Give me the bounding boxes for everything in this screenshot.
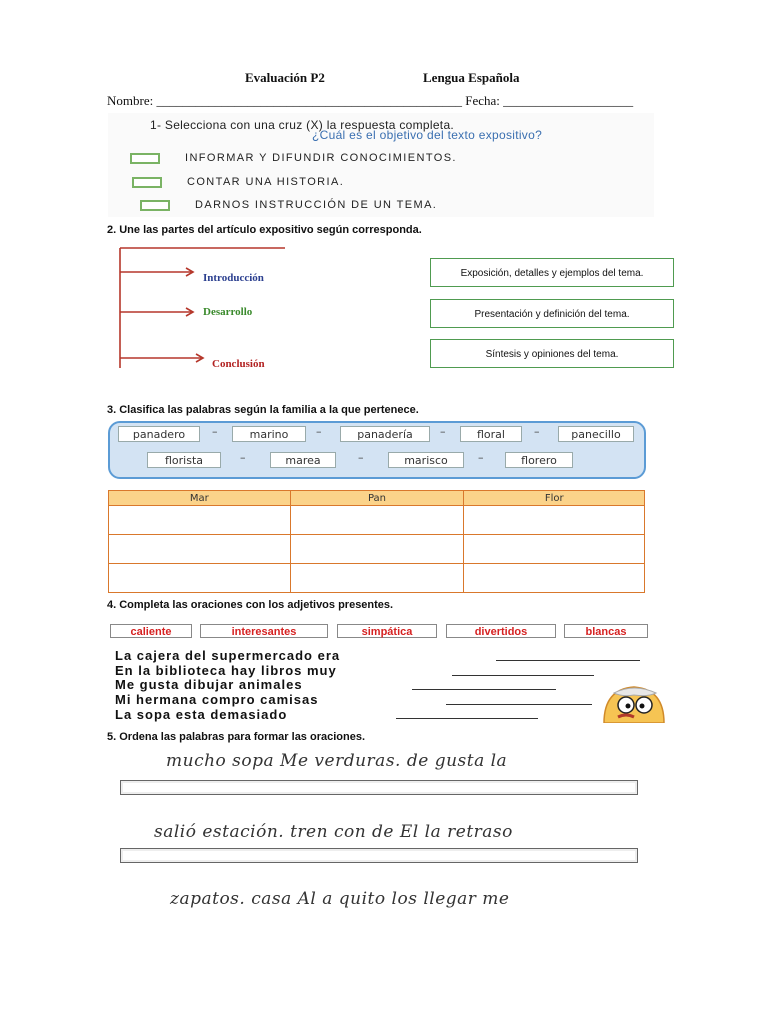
sentence-item: Mi hermana compro camisas [115,692,319,707]
section1-subquestion: ¿Cuál es el objetivo del texto expositivo? [312,128,543,142]
exam-title: Evaluación P2 [245,70,325,85]
scrambled-sentence: salió estación. tren con de El la retraso [154,822,513,842]
cartoon-face-icon [600,683,668,723]
section1-question: 1- Selecciona con una cruz (X) la respuesta completa. [150,118,455,132]
option-row [132,174,344,190]
answer-blank[interactable] [412,689,556,690]
word-chip: marino [232,426,306,442]
adjective-chip: blancas [564,624,648,638]
word-chip: marea [270,452,336,468]
scrambled-sentence: zapatos. casa Al a quito los llegar me [170,889,510,909]
answer-blank[interactable] [446,704,592,705]
answer-cell[interactable] [464,535,645,564]
answer-blank[interactable] [452,675,594,676]
answer-cell[interactable] [290,564,464,593]
answer-field[interactable] [120,780,638,795]
option-checkbox[interactable] [132,177,162,188]
answer-cell[interactable] [109,506,291,535]
word-separator: – [478,451,484,464]
answer-blank[interactable] [496,660,640,661]
answer-field[interactable] [120,848,638,863]
scrambled-sentence: mucho sopa Me verduras. de gusta la [166,751,508,771]
table-row [109,506,645,535]
family-table [108,490,645,593]
adjective-chip: simpática [337,624,437,638]
option-label: DARNOS INSTRUCCIÓN DE UN TEMA. [195,199,438,211]
table-row [109,535,645,564]
word-separator: – [440,425,446,438]
section4-heading: 4. Completa las oraciones con los adjetivos presentes. [107,599,394,611]
word-chip: florero [505,452,573,468]
section3-heading: 3. Clasifica las palabras según la familia a la que pertenece. [107,404,419,416]
word-separator: – [534,425,540,438]
word-separator: – [316,425,322,438]
option-label: CONTAR UNA HISTORIA. [187,176,345,188]
section5-heading: 5. Ordena las palabras para formar las oraciones. [107,731,366,743]
answer-blank[interactable] [396,718,538,719]
word-chip: panadero [118,426,200,442]
answer-cell[interactable] [464,564,645,593]
exam-subject: Lengua Española [423,70,520,85]
option-checkbox[interactable] [130,153,160,164]
word-separator: – [240,451,246,464]
part-conclusion: Conclusión [212,358,265,370]
word-chip: panadería [340,426,430,442]
part-desarrollo: Desarrollo [203,306,253,318]
answer-cell[interactable] [464,506,645,535]
word-separator: – [212,425,218,438]
part-introduccion: Introducción [203,272,264,284]
option-checkbox[interactable] [140,200,170,211]
option-row [140,197,437,213]
answer-cell[interactable] [290,506,464,535]
word-chip: marisco [388,452,464,468]
column-header-mar: Mar [109,491,291,506]
word-separator: – [358,451,364,464]
option-row [130,150,457,166]
description-box[interactable]: Síntesis y opiniones del tema. [430,339,674,368]
word-chip: panecillo [558,426,634,442]
description-box[interactable]: Exposición, detalles y ejemplos del tema. [430,258,674,287]
sentence-item: La cajera del supermercado era [115,648,341,663]
word-chip: floral [460,426,522,442]
answer-cell[interactable] [290,535,464,564]
answer-cell[interactable] [109,535,291,564]
description-box[interactable]: Presentación y definición del tema. [430,299,674,328]
name-date-line: Nombre: _______________________________________________ Fecha: ____________________ [107,93,634,108]
adjective-chip: interesantes [200,624,328,638]
section2-heading: 2. Une las partes del artículo expositivo según corresponda. [107,224,422,236]
answer-cell[interactable] [109,564,291,593]
sentence-item: En la biblioteca hay libros muy [115,663,337,678]
option-label: INFORMAR Y DIFUNDIR CONOCIMIENTOS. [185,152,457,164]
adjective-chip: divertidos [446,624,556,638]
column-header-pan: Pan [290,491,464,506]
sentence-item: La sopa esta demasiado [115,707,288,722]
adjective-chip: caliente [110,624,192,638]
column-header-flor: Flor [464,491,645,506]
word-chip: florista [147,452,221,468]
table-row [109,564,645,593]
sentence-item: Me gusta dibujar animales [115,677,303,692]
